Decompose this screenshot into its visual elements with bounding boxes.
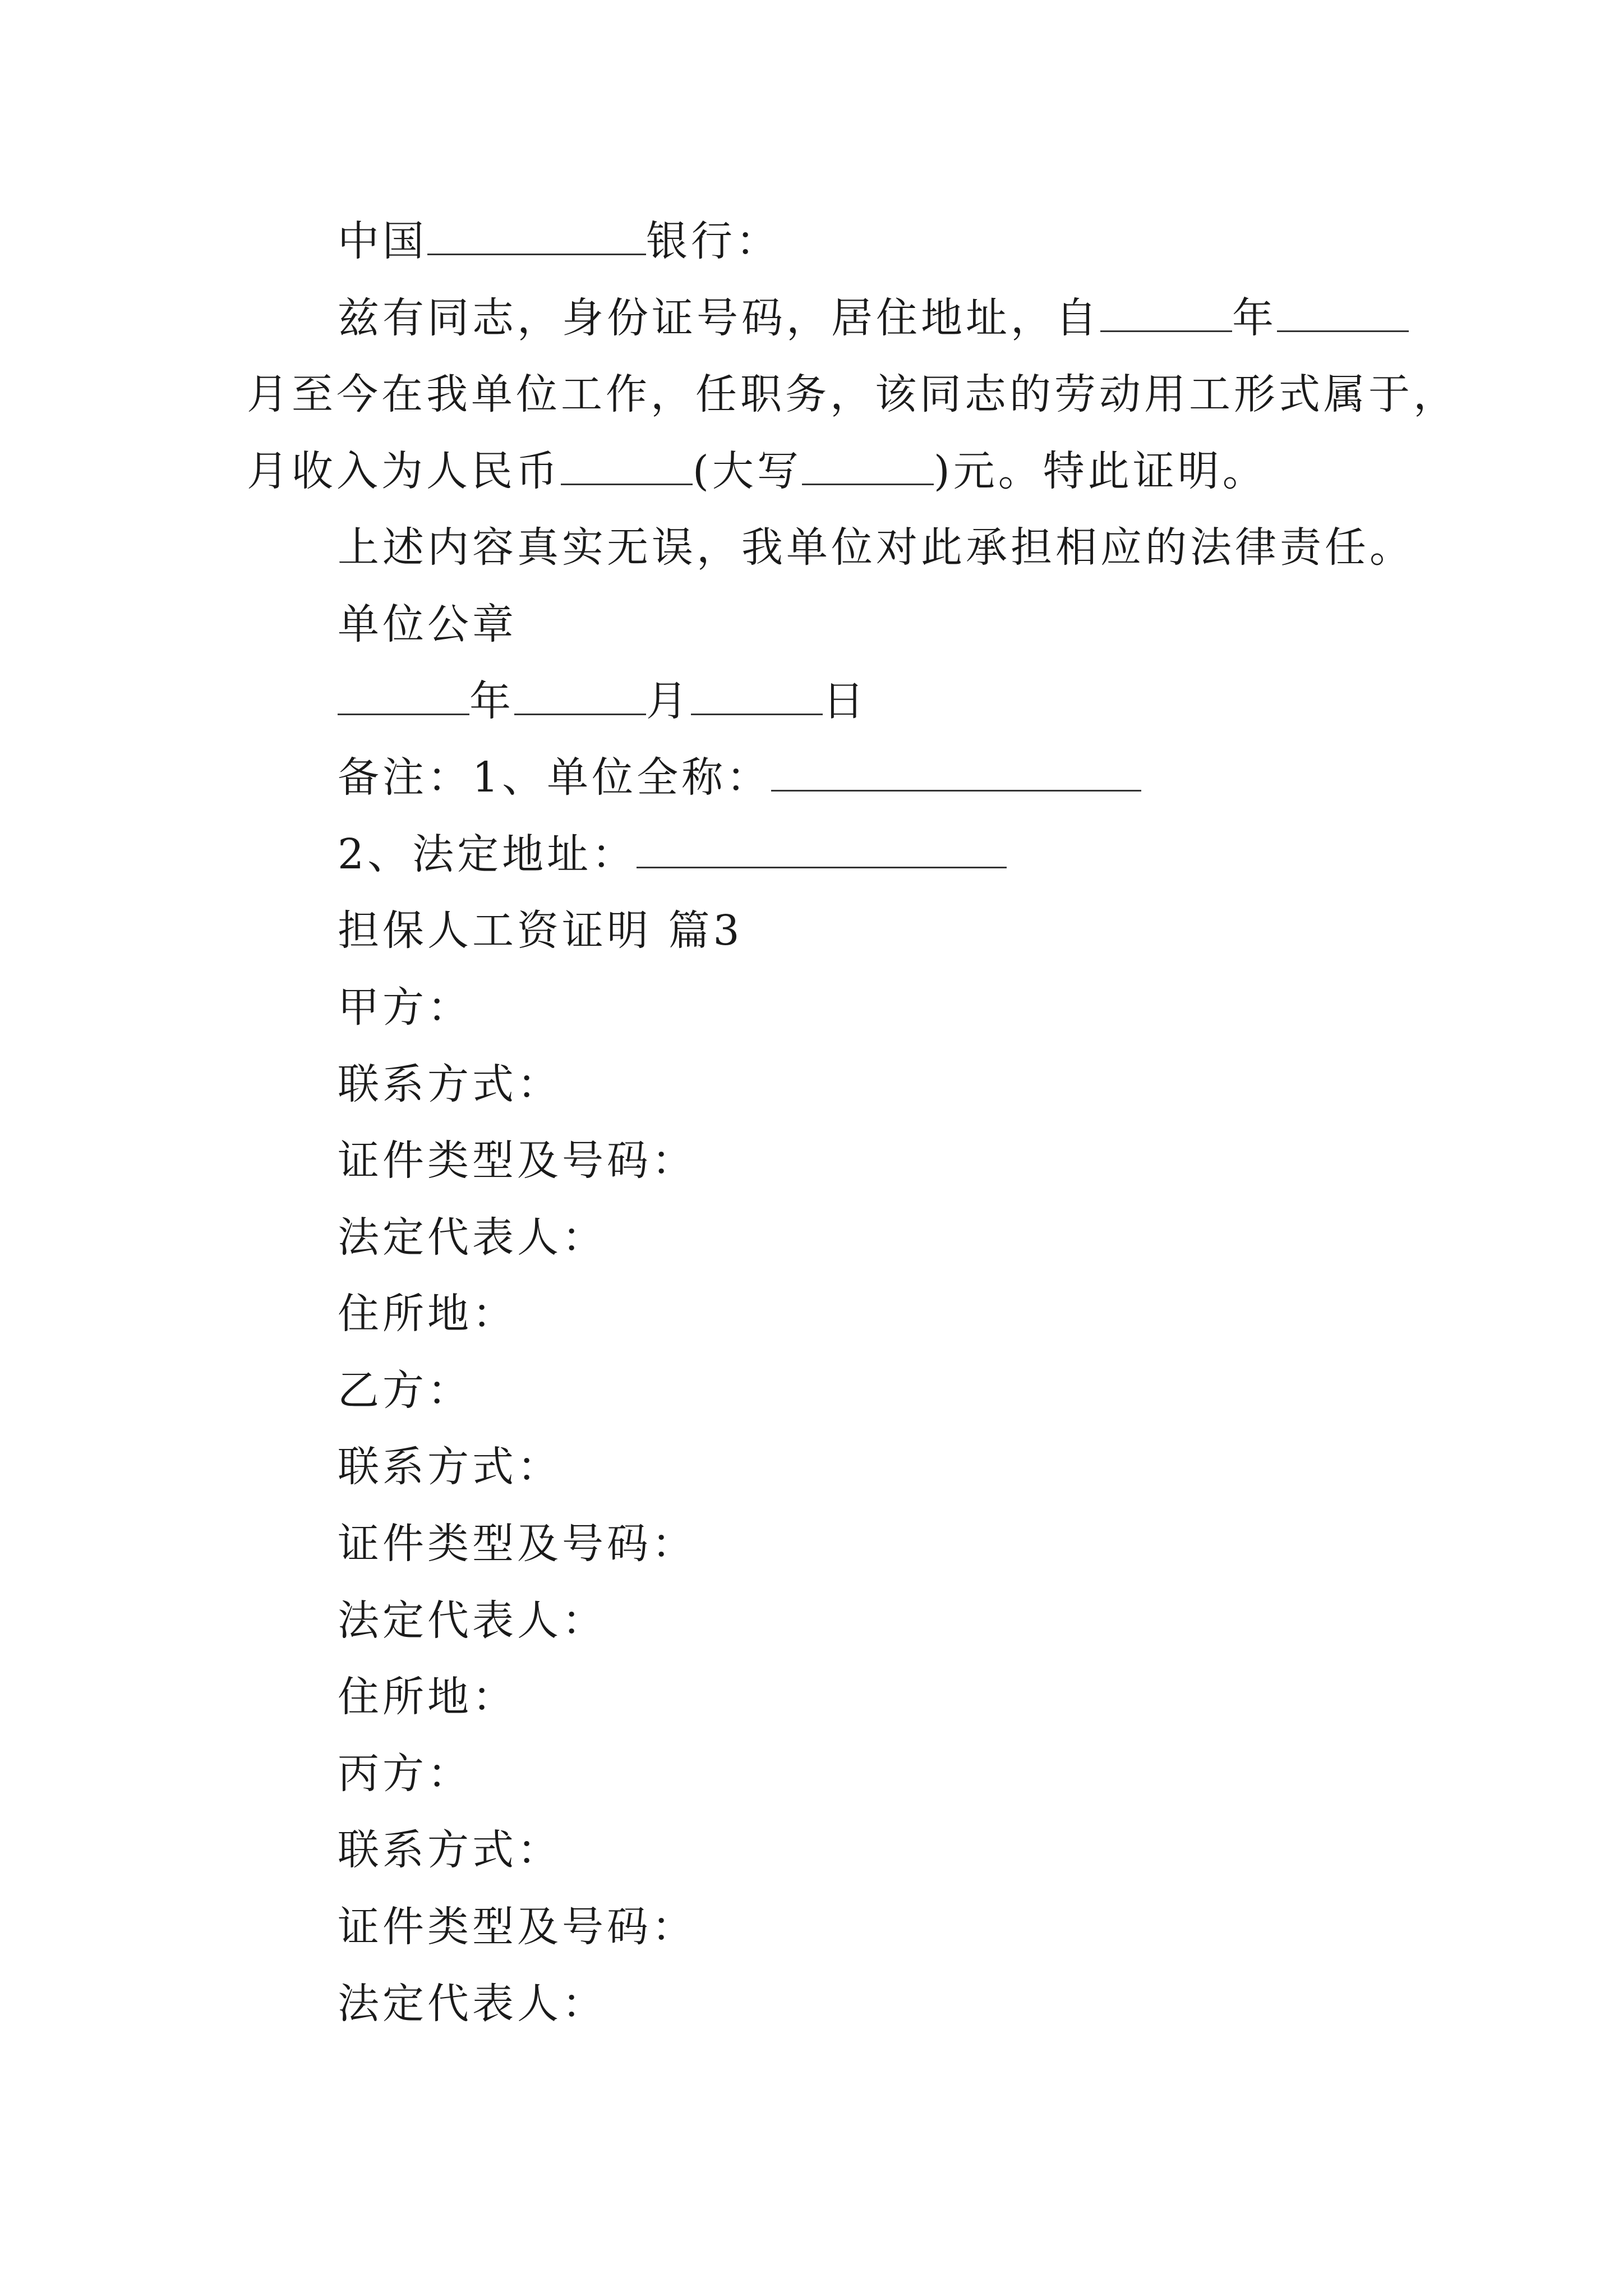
party-a-id-line [338,1133,697,1189]
company-fullname-blank [771,751,1141,792]
bank-name-blank [427,214,646,255]
party-c-contact-label: 联系方式： [338,1826,562,1874]
para1-line3-capital: (大写 [693,447,802,495]
date-month-label: 月 [646,677,691,725]
party-c-line [338,1746,472,1802]
section-title-text: 担保人工资证明 篇3 [338,907,743,955]
para2 [338,519,1414,576]
para2-text: 上述内容真实无误，我单位对此承担相应的法律责任。 [338,523,1414,572]
date-year-label: 年 [469,677,514,725]
party-a-rep-label: 法定代表人： [338,1213,607,1262]
party-a-id-label: 证件类型及号码： [338,1137,697,1185]
date-day-blank [691,674,823,715]
party-b-rep-line [338,1593,607,1649]
seal-line [338,596,517,652]
bank-prefix: 中国 [338,217,427,265]
para1-line3-end: )元。特此证明。 [933,447,1267,495]
date-year-blank [338,674,469,715]
party-a-address-label: 住所地： [338,1290,517,1338]
party-c-id-line [338,1899,697,1955]
note2-line [338,826,1007,882]
legal-address-blank [637,827,1007,868]
note1-line [338,749,1141,806]
party-b-label: 乙方： [338,1366,472,1415]
party-c-label: 丙方： [338,1750,472,1798]
date-month-blank [514,674,646,715]
party-b-address-line [338,1669,517,1725]
para1-line2-text: 月至今在我单位工作，任职务，该同志的劳动用工形式属于， [247,370,1458,418]
party-b-id-label: 证件类型及号码： [338,1520,697,1568]
party-a-line [338,979,472,1036]
party-a-contact-line [338,1056,562,1112]
start-year-blank [1100,291,1232,332]
party-b-id-line [338,1516,697,1572]
party-b-line [338,1363,472,1419]
company-seal-label: 单位公章 [338,600,517,648]
party-a-label: 甲方： [338,983,472,1032]
bank-suffix: 银行： [646,217,781,265]
para1-line1 [338,290,1409,346]
party-c-rep-label: 法定代表人： [338,1980,607,2028]
income-capital-blank [802,444,934,485]
para1-line3-text: 月收入为人民币 [247,447,561,495]
para1-line3 [247,443,1267,499]
party-b-address-label: 住所地： [338,1673,517,1721]
bank-line [338,213,781,269]
section-title [338,903,743,959]
income-number-blank [561,444,693,485]
party-b-contact-line [338,1439,562,1495]
party-c-rep-line [338,1976,607,2032]
party-a-rep-line [338,1209,607,1266]
note1-text: 备注：1、单位全称： [338,753,772,802]
party-b-rep-label: 法定代表人： [338,1596,607,1645]
note2-text: 2、法定地址： [338,830,637,878]
party-a-contact-label: 联系方式： [338,1060,562,1108]
party-c-id-label: 证件类型及号码： [338,1903,697,1951]
date-line [338,673,868,729]
party-a-address-line [338,1286,517,1342]
para1-line1-text: 兹有同志，身份证号码，居住地址，自 [338,294,1100,342]
party-b-contact-label: 联系方式： [338,1443,562,1491]
date-day-label: 日 [823,677,868,725]
party-c-contact-line [338,1822,562,1878]
para1-year-label: 年 [1232,294,1277,342]
para1-line2 [247,366,1458,422]
start-month-blank [1277,291,1409,332]
